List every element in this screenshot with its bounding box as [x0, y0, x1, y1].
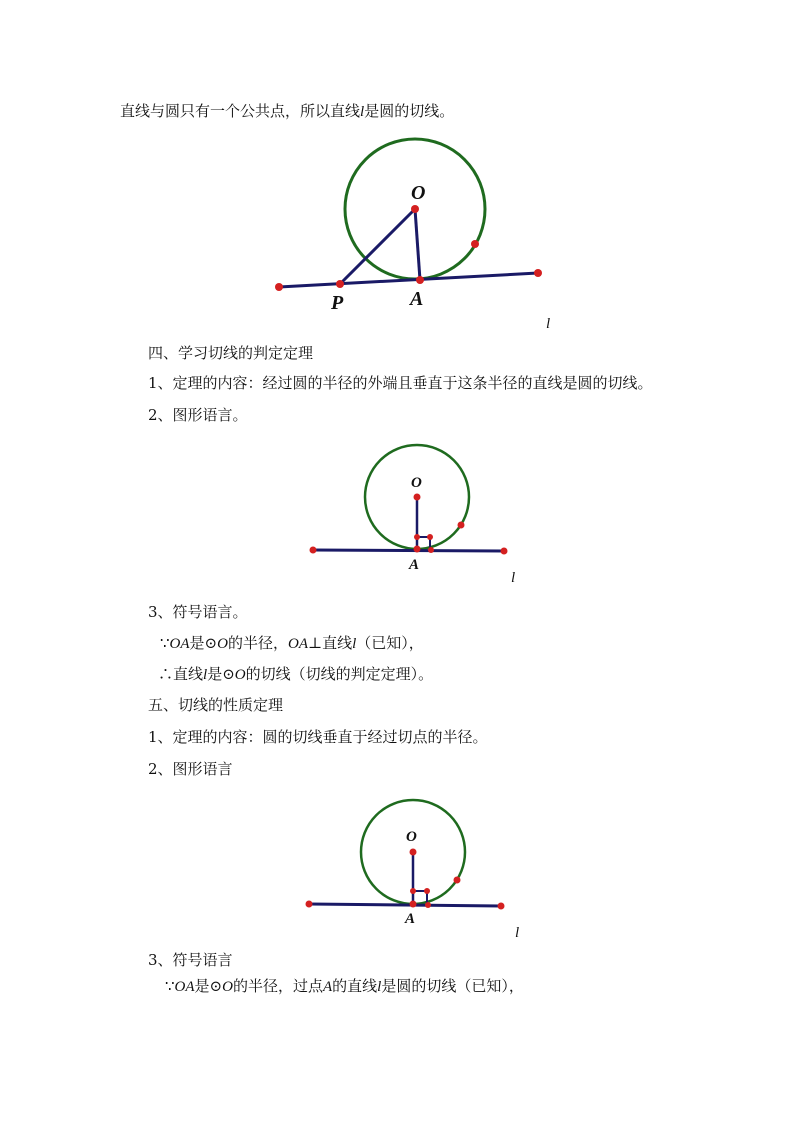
- point-mark-3: [425, 902, 431, 908]
- section-5-item-2: 2、图形语言: [148, 760, 233, 778]
- label-l: l: [546, 316, 551, 332]
- text-seg: 是⊙: [207, 665, 235, 683]
- var-l: l: [360, 104, 365, 120]
- section-5-symbol-1: [165, 976, 524, 997]
- text-seg: ∴直线: [158, 665, 204, 683]
- var-o: O: [222, 979, 233, 995]
- text-seg: ∵: [160, 634, 170, 652]
- label-a: A: [409, 557, 420, 573]
- line-l: [309, 904, 501, 906]
- label-p: P: [331, 292, 344, 314]
- section-4-item-2: 2、图形语言。: [148, 406, 248, 424]
- section-5-item-3: 3、符号语言: [148, 951, 233, 969]
- var-o: O: [217, 636, 228, 652]
- var-l: l: [352, 636, 357, 652]
- section-4-heading: 四、学习切线的判定定理: [148, 344, 314, 362]
- point-left-end: [306, 901, 313, 908]
- text-seg: 是圆的切线。: [364, 102, 455, 120]
- section-4-item-1: 1、定理的内容：经过圆的半径的外端且垂直于这条半径的直线是圆的切线。: [148, 374, 653, 392]
- text-seg: 的半径，: [227, 634, 288, 652]
- label-l: l: [511, 570, 516, 586]
- section-5-heading: 五、切线的性质定理: [148, 696, 284, 714]
- var-l: l: [377, 979, 382, 995]
- label-o: O: [406, 829, 417, 845]
- var-l: l: [203, 667, 208, 683]
- label-o: O: [411, 182, 426, 204]
- text-seg: 的半径，过点: [232, 977, 323, 995]
- text-seg: 是⊙: [194, 977, 223, 995]
- var-o: O: [234, 667, 246, 683]
- text-seg: 是⊙: [189, 634, 218, 652]
- point-right-end: [498, 903, 505, 910]
- text-seg: 是圆的切线（已知），: [381, 977, 524, 995]
- label-l: l: [515, 925, 520, 941]
- text-seg: 直线与圆只有一个公共点，所以直线: [120, 102, 361, 120]
- text-seg: 的切线（切线的判定定理）。: [245, 665, 434, 683]
- point-mark-1: [410, 888, 416, 894]
- var-oa: OA: [174, 979, 195, 995]
- section-4-item-3: 3、符号语言。: [148, 603, 248, 621]
- var-a: A: [322, 979, 333, 995]
- section-5-item-1: 1、定理的内容：圆的切线垂直于经过切点的半径。: [148, 728, 488, 746]
- var-oa: OA: [169, 636, 190, 652]
- point-circle: [454, 877, 461, 884]
- var-oa: OA: [287, 636, 308, 652]
- text-seg: 的直线: [332, 977, 378, 995]
- label-a: A: [405, 911, 416, 927]
- point-mark-2: [424, 888, 430, 894]
- text-seg: ⊥直线: [307, 634, 353, 652]
- text-seg: ∵: [165, 977, 175, 995]
- text-seg: （已知），: [356, 634, 424, 652]
- label-o: O: [411, 475, 422, 491]
- label-a: A: [410, 288, 424, 310]
- point-a: [410, 901, 417, 908]
- point-o: [410, 849, 417, 856]
